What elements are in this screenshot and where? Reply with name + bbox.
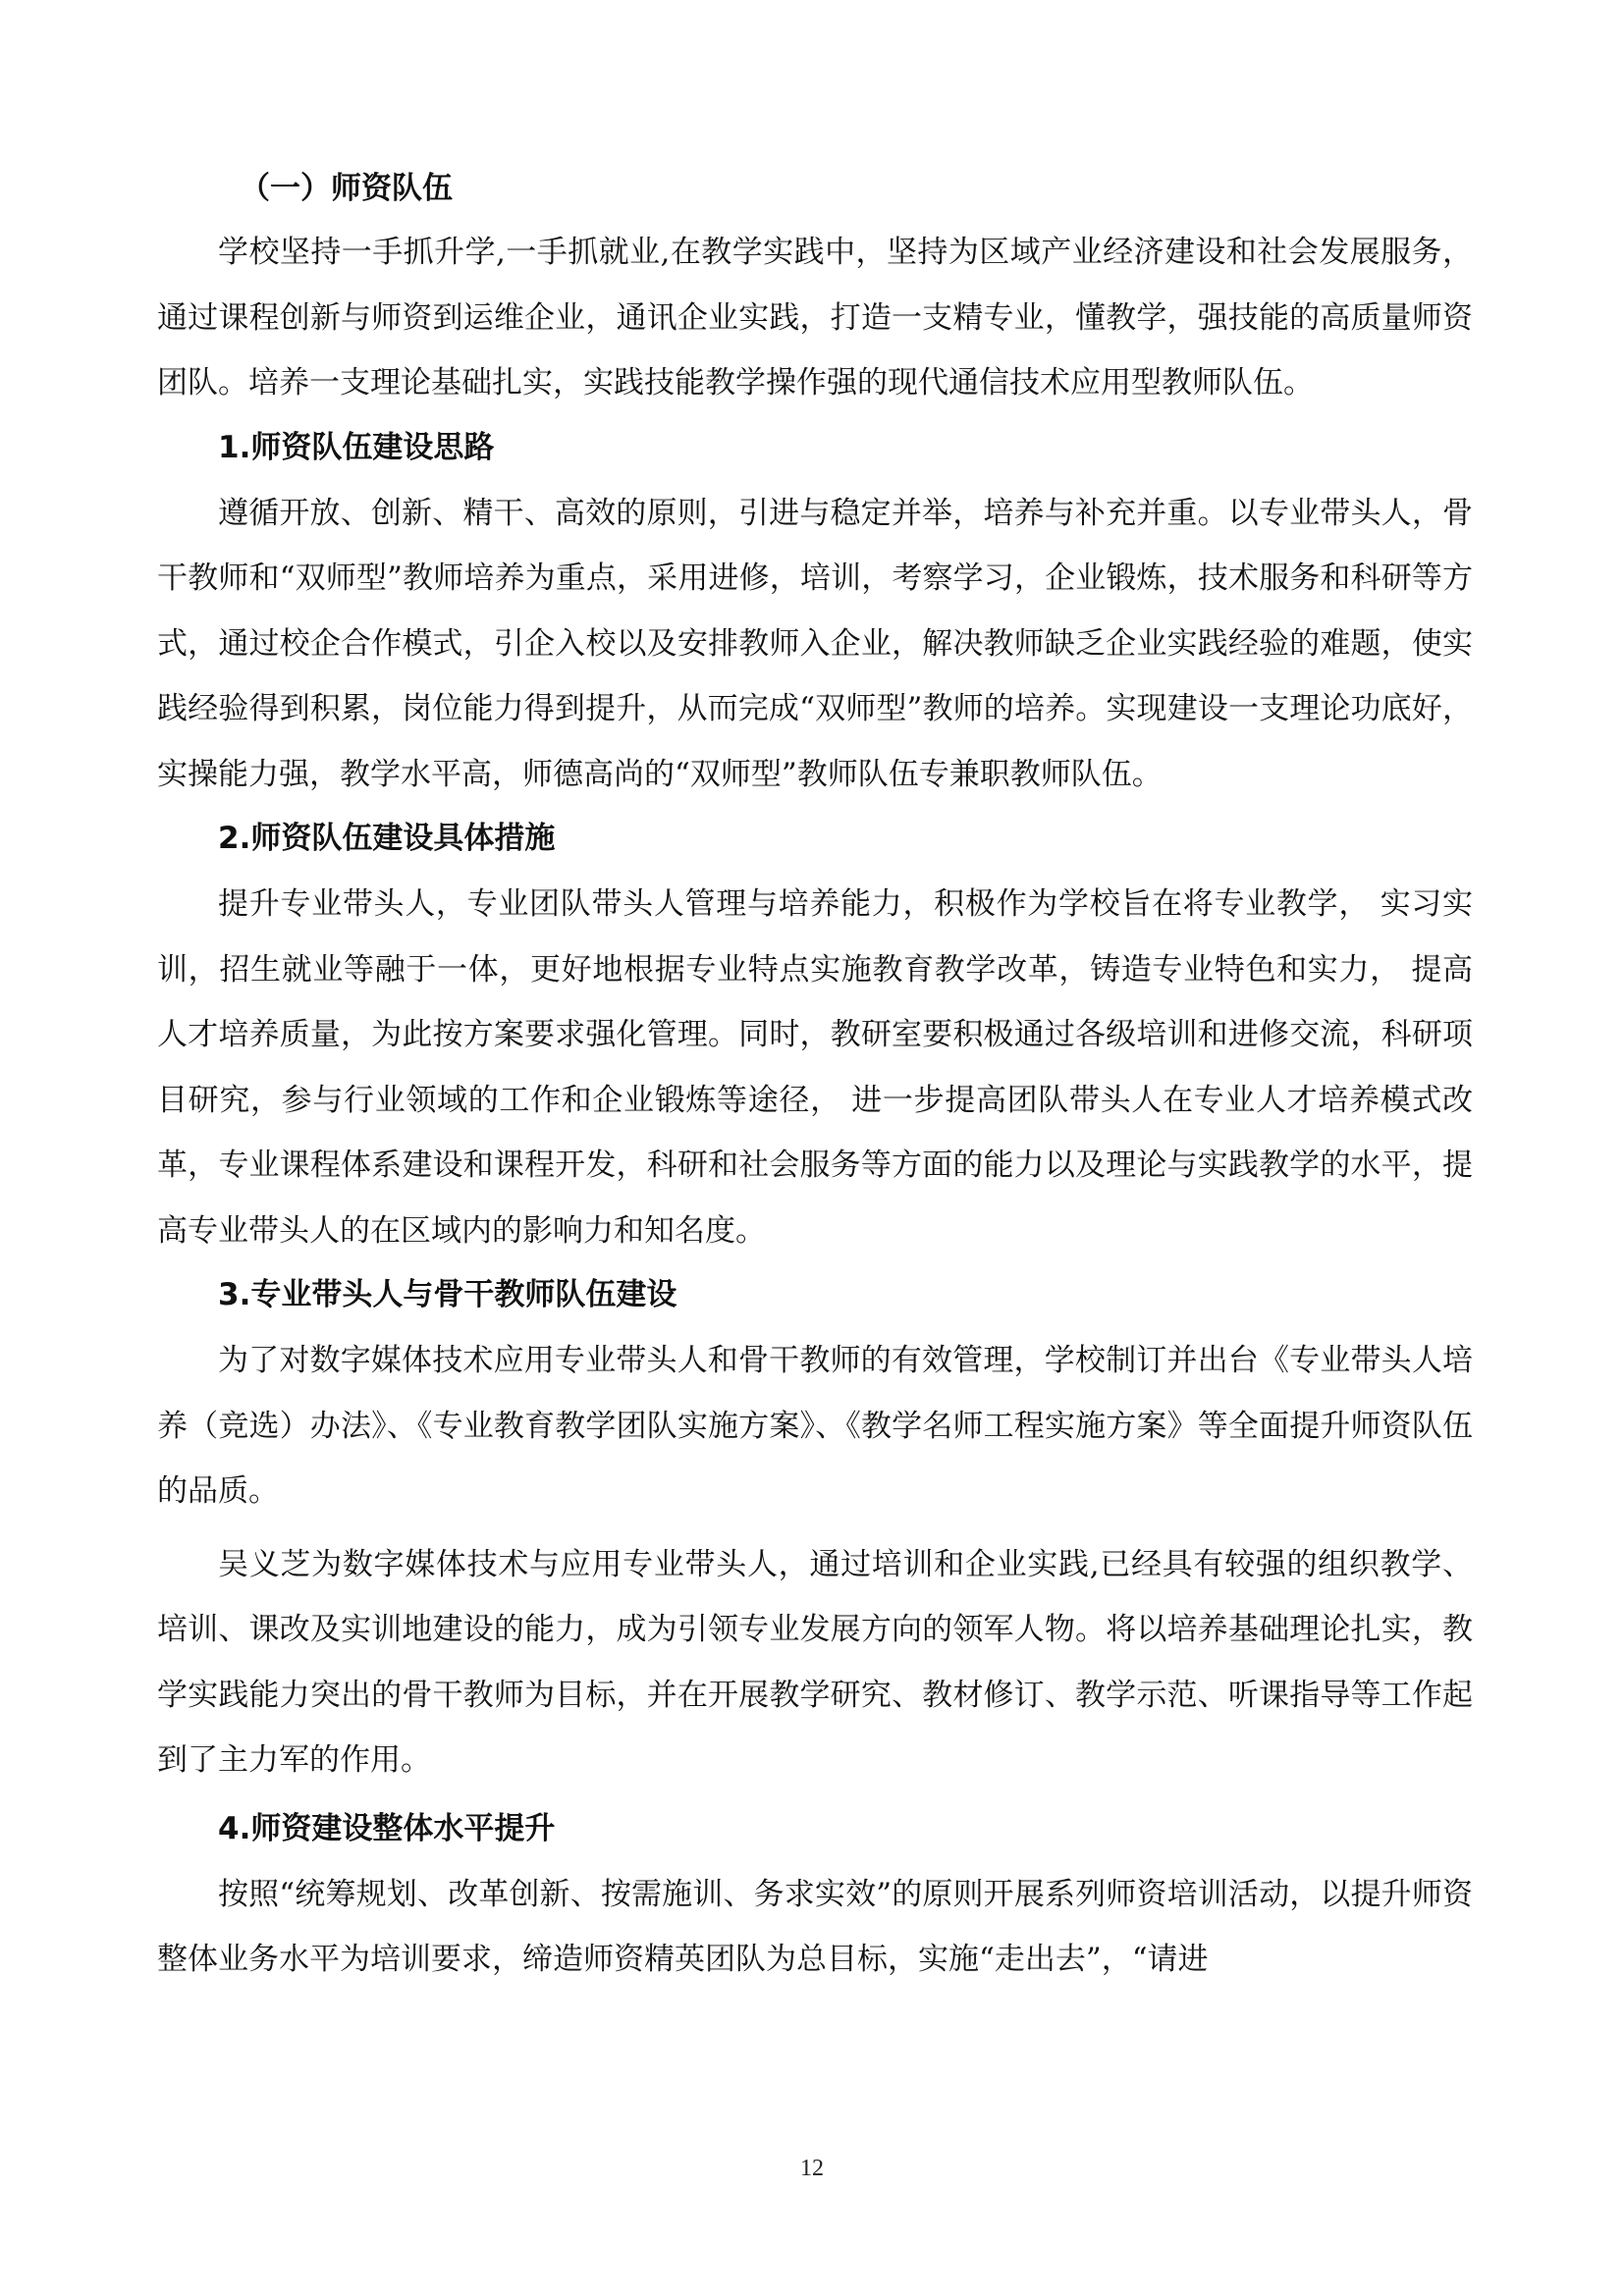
subsection-1-heading: 1.师资队伍建设思路: [218, 429, 495, 465]
section-heading: （一）师资队伍: [240, 171, 453, 206]
intro-paragraph: 学校坚持一手抓升学,一手抓就业,在教学实践中，坚持为区域产业经济建设和社会发展服务，通过课程创新与师资到运维企业，通讯企业实践，打造一支精专业，懂教学，强技能的高质量师资团队。培养一支理论基础扎实，实践技能教学操作强的现代通信技术应用型教师队伍。: [157, 235, 1473, 400]
subsection-3-heading: 3.专业带头人与骨干教师队伍建设: [218, 1277, 677, 1312]
subsection-2-paragraph: 提升专业带头人，专业团队带头人管理与培养能力，积极作为学校旨在将专业教学， 实习实训，招生就业等融于一体，更好地根据专业特点实施教育教学改革，铸造专业特色和实力， 提高人才培养质量，为此按方案要求强化管理。同时，教研室要积极通过各级培训和进修交流，科研项目研究，参与行业领域的工作和企业锻炼等途径， 进一步提高团队带头人在专业人才培养模式改革，专业课程体系建设和课程开发，科研和社会服务等方面的能力以及理论与实践教学的水平，提高专业带头人的在区域内的影响力和知名度。: [157, 886, 1473, 1249]
subsection-4-heading: 4.师资建设整体水平提升: [218, 1810, 556, 1846]
subsection-2-heading: 2.师资队伍建设具体措施: [218, 821, 556, 856]
subsection-1-paragraph: 遵循开放、创新、精干、高效的原则，引进与稳定并举，培养与补充并重。以专业带头人，骨干教师和“双师型”教师培养为重点，采用进修，培训，考察学习，企业锻炼，技术服务和科研等方式，通过校企合作模式，引企入校以及安排教师入企业，解决教师缺乏企业实践经验的难题，使实践经验得到积累，岗位能力得到提升，从而完成“双师型”教师的培养。实现建设一支理论功底好，实操能力强，教学水平高，师德高尚的“双师型”教师队伍专兼职教师队伍。: [157, 495, 1473, 792]
subsection-3-paragraph-2: 吴义芝为数字媒体技术与应用专业带头人，通过培训和企业实践,已经具有较强的组织教学、培训、课改及实训地建设的能力，成为引领专业发展方向的领军人物。将以培养基础理论扎实，教学实践能力突出的骨干教师为目标，并在开展教学研究、教材修订、教学示范、听课指导等工作起到了主力军的作用。: [157, 1546, 1473, 1778]
page-number: 12: [800, 2156, 824, 2181]
subsection-3-paragraph-1: 为了对数字媒体技术应用专业带头人和骨干教师的有效管理，学校制订并出台《专业带头人培养（竞选）办法》、《专业教育教学团队实施方案》、《教学名师工程实施方案》等全面提升师资队伍的品质。: [157, 1343, 1473, 1509]
document-page: [157, 157, 1473, 1993]
subsection-4-paragraph: 按照“统筹规划、改革创新、按需施训、务求实效”的原则开展系列师资培训活动，以提升师资整体业务水平为培训要求，缔造师资精英团队为总目标，实施“走出去”，“请进: [157, 1876, 1473, 1977]
